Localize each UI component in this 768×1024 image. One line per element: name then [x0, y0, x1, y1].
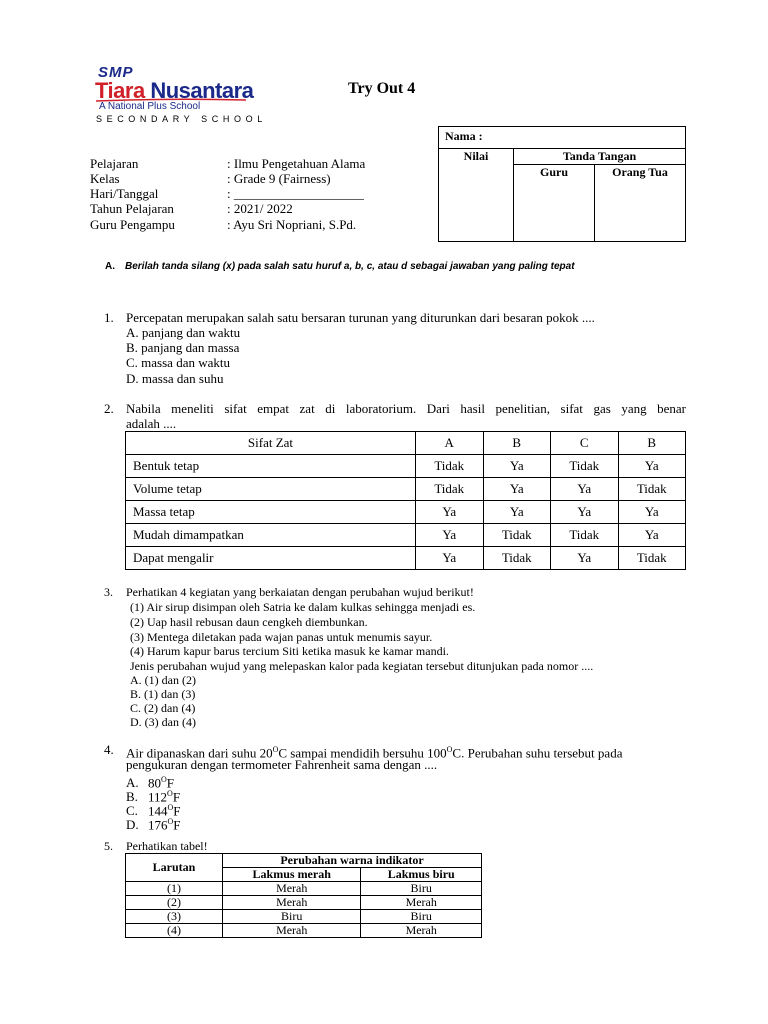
degree-sign: O	[161, 775, 167, 784]
list-item: (3) Mentega diletakan pada wajan panas untuk menumis sayur.	[130, 630, 433, 644]
degree-sign: O	[272, 745, 279, 754]
guru-signature-field[interactable]: Guru	[514, 165, 595, 242]
table-cell: Ya	[618, 455, 686, 478]
table-row	[126, 455, 686, 478]
question-number: 5.	[104, 839, 113, 853]
table-cell: Biru	[361, 910, 482, 924]
question-number: 3.	[104, 585, 113, 599]
table-cell: (1)	[126, 882, 223, 896]
table-header: A	[416, 432, 484, 455]
option-c[interactable]: C. (2) dan (4)	[130, 701, 196, 715]
table-cell: Ya	[416, 501, 484, 524]
nama-field[interactable]: Nama :	[439, 127, 686, 149]
question-text-cont: pengukuran dengan termometer Fahrenheit sama dengan ....	[126, 757, 438, 772]
degree-sign: O	[446, 745, 453, 754]
section-instruction-text: Berilah tanda silang (x) pada salah satu huruf a, b, c, atau d sebagai jawaban yang paling tepat	[125, 261, 575, 272]
degree-sign: O	[167, 817, 174, 826]
tanda-tangan-header: Tanda Tangan	[514, 149, 686, 165]
table-row	[126, 501, 686, 524]
question-number: 4.	[104, 742, 114, 757]
section-instruction	[105, 260, 685, 273]
info-label: Pelajaran	[90, 156, 139, 171]
option-value: 176	[148, 817, 168, 833]
info-value: : Grade 9 (Fairness)	[227, 171, 331, 186]
table-cell: Ya	[618, 501, 686, 524]
table-cell: Mudah dimampatkan	[126, 524, 416, 547]
option-b[interactable]: B. panjang dan massa	[126, 340, 240, 355]
table-cell: Biru	[361, 882, 482, 896]
question-text: Perhatikan tabel!	[126, 839, 208, 853]
q4-part: C sampai mendidih bersuhu 100	[278, 745, 447, 761]
table-cell: Ya	[416, 547, 484, 570]
table-header: B	[618, 432, 686, 455]
nilai-field[interactable]: Nilai	[439, 149, 514, 242]
lakmus-table	[125, 853, 482, 938]
logo-tagline: A National Plus School	[99, 101, 201, 112]
logo-name-second: Nusantara	[150, 78, 254, 103]
option-c[interactable]: C. massa dan waktu	[126, 355, 230, 370]
option-value: 144	[148, 803, 168, 819]
table-row	[126, 910, 482, 924]
info-label: Kelas	[90, 171, 120, 186]
info-row	[90, 186, 364, 202]
page-title: Try Out 4	[348, 80, 416, 97]
table-cell: Ya	[551, 478, 619, 501]
option-b[interactable]: B. (1) dan (3)	[130, 687, 196, 701]
info-value: : Ilmu Pengetahuan Alama	[227, 156, 366, 171]
sifat-zat-table	[125, 431, 686, 570]
info-row	[90, 171, 331, 187]
table-cell: Tidak	[551, 524, 619, 547]
table-cell: (2)	[126, 896, 223, 910]
option-letter: D.	[126, 817, 139, 833]
table-cell: Tidak	[551, 455, 619, 478]
q4-part: Air dipanaskan dari suhu 20	[126, 745, 273, 761]
question-text: Perhatikan 4 kegiatan yang berkaiatan dengan perubahan wujud berikut!	[126, 585, 474, 599]
table-row	[126, 524, 686, 547]
table-cell: Tidak	[618, 547, 686, 570]
table-row	[126, 924, 482, 938]
question-number: 1.	[104, 310, 114, 325]
option-value: 80	[148, 775, 161, 791]
table-cell: Tidak	[483, 524, 551, 547]
info-row	[90, 156, 365, 172]
table-header: Lakmus merah	[223, 868, 361, 882]
table-cell: Ya	[618, 524, 686, 547]
logo-secondary: SECONDARY SCHOOL	[96, 114, 267, 124]
table-header: Sifat Zat	[126, 432, 416, 455]
table-cell: Massa tetap	[126, 501, 416, 524]
table-header: Larutan	[126, 854, 223, 882]
table-cell: Ya	[416, 524, 484, 547]
table-cell: Merah	[361, 896, 482, 910]
list-item: (4) Harum kapur barus tercium Siti ketika masuk ke kamar mandi.	[130, 644, 449, 658]
degree-sign: O	[167, 803, 174, 812]
question-text: Percepatan merupakan salah satu bersaran turunan yang diturunkan dari besaran pokok ....	[126, 310, 595, 325]
table-cell: Tidak	[483, 547, 551, 570]
list-item: (2) Uap hasil rebusan daun cengkeh diembunkan.	[130, 615, 368, 629]
table-cell: Ya	[483, 455, 551, 478]
info-label: Hari/Tanggal	[90, 186, 159, 201]
question-prompt: Jenis perubahan wujud yang melepaskan kalor pada kegiatan tersebut ditunjukan pada nomor ....	[130, 659, 594, 673]
orang-tua-signature-field[interactable]: Orang Tua	[595, 165, 686, 242]
table-cell: Tidak	[416, 455, 484, 478]
info-row	[90, 217, 356, 233]
option-d[interactable]	[126, 814, 181, 833]
option-value: 112	[148, 789, 168, 805]
question-text-cont: adalah ....	[126, 416, 177, 431]
table-cell: Bentuk tetap	[126, 455, 416, 478]
option-unit: F	[173, 817, 181, 833]
option-unit: F	[166, 775, 175, 791]
table-cell: Merah	[361, 924, 482, 938]
list-item: (1) Air sirup disimpan oleh Satria ke dalam kulkas sehingga menjadi es.	[130, 600, 476, 614]
option-unit: F	[172, 789, 181, 805]
table-row	[126, 882, 482, 896]
table-cell: Ya	[551, 547, 619, 570]
table-row	[126, 478, 686, 501]
info-label: Tahun Pelajaran	[90, 201, 174, 216]
option-unit: F	[173, 803, 181, 819]
info-value: : Ayu Sri Nopriani, S.Pd.	[227, 217, 357, 232]
table-cell: Ya	[551, 501, 619, 524]
info-value: : 2021/ 2022	[227, 201, 293, 216]
degree-sign: O	[167, 789, 173, 798]
option-a[interactable]: A. (1) dan (2)	[130, 673, 196, 687]
table-header: Lakmus biru	[361, 868, 482, 882]
identity-box	[438, 126, 686, 242]
table-row	[126, 547, 686, 570]
table-header: C	[551, 432, 619, 455]
table-cell: Merah	[223, 924, 361, 938]
table-cell: Tidak	[416, 478, 484, 501]
option-a[interactable]: A. panjang dan waktu	[126, 325, 241, 340]
table-cell: (3)	[126, 910, 223, 924]
table-cell: Merah	[223, 882, 361, 896]
section-letter: A.	[105, 261, 115, 272]
info-label: Guru Pengampu	[90, 217, 175, 232]
option-d[interactable]: D. (3) dan (4)	[130, 715, 196, 729]
table-row	[126, 896, 482, 910]
logo-name-first: Tiara	[95, 78, 145, 103]
info-row	[90, 201, 293, 217]
option-d[interactable]: D. massa dan suhu	[126, 371, 224, 386]
logo-smp: SMP	[98, 64, 134, 81]
table-cell: Volume tetap	[126, 478, 416, 501]
table-cell: Ya	[483, 478, 551, 501]
table-cell: Ya	[483, 501, 551, 524]
q4-part: C. Perubahan suhu tersebut pada	[452, 745, 623, 761]
table-cell: Merah	[223, 896, 361, 910]
question-text: Nabila meneliti sifat empat zat di laboratorium. Dari hasil penelitian, sifat gas yang benar	[126, 401, 686, 416]
option-letter: C.	[126, 803, 138, 819]
table-cell: Tidak	[618, 478, 686, 501]
table-cell: (4)	[126, 924, 223, 938]
question-number: 2.	[104, 401, 114, 416]
option-letter: A.	[126, 775, 139, 791]
table-cell: Biru	[223, 910, 361, 924]
table-header: Perubahan warna indikator	[223, 854, 482, 868]
option-letter: B.	[126, 789, 138, 805]
info-value: : ____________________	[227, 186, 364, 201]
table-header: B	[483, 432, 551, 455]
table-cell: Dapat mengalir	[126, 547, 416, 570]
